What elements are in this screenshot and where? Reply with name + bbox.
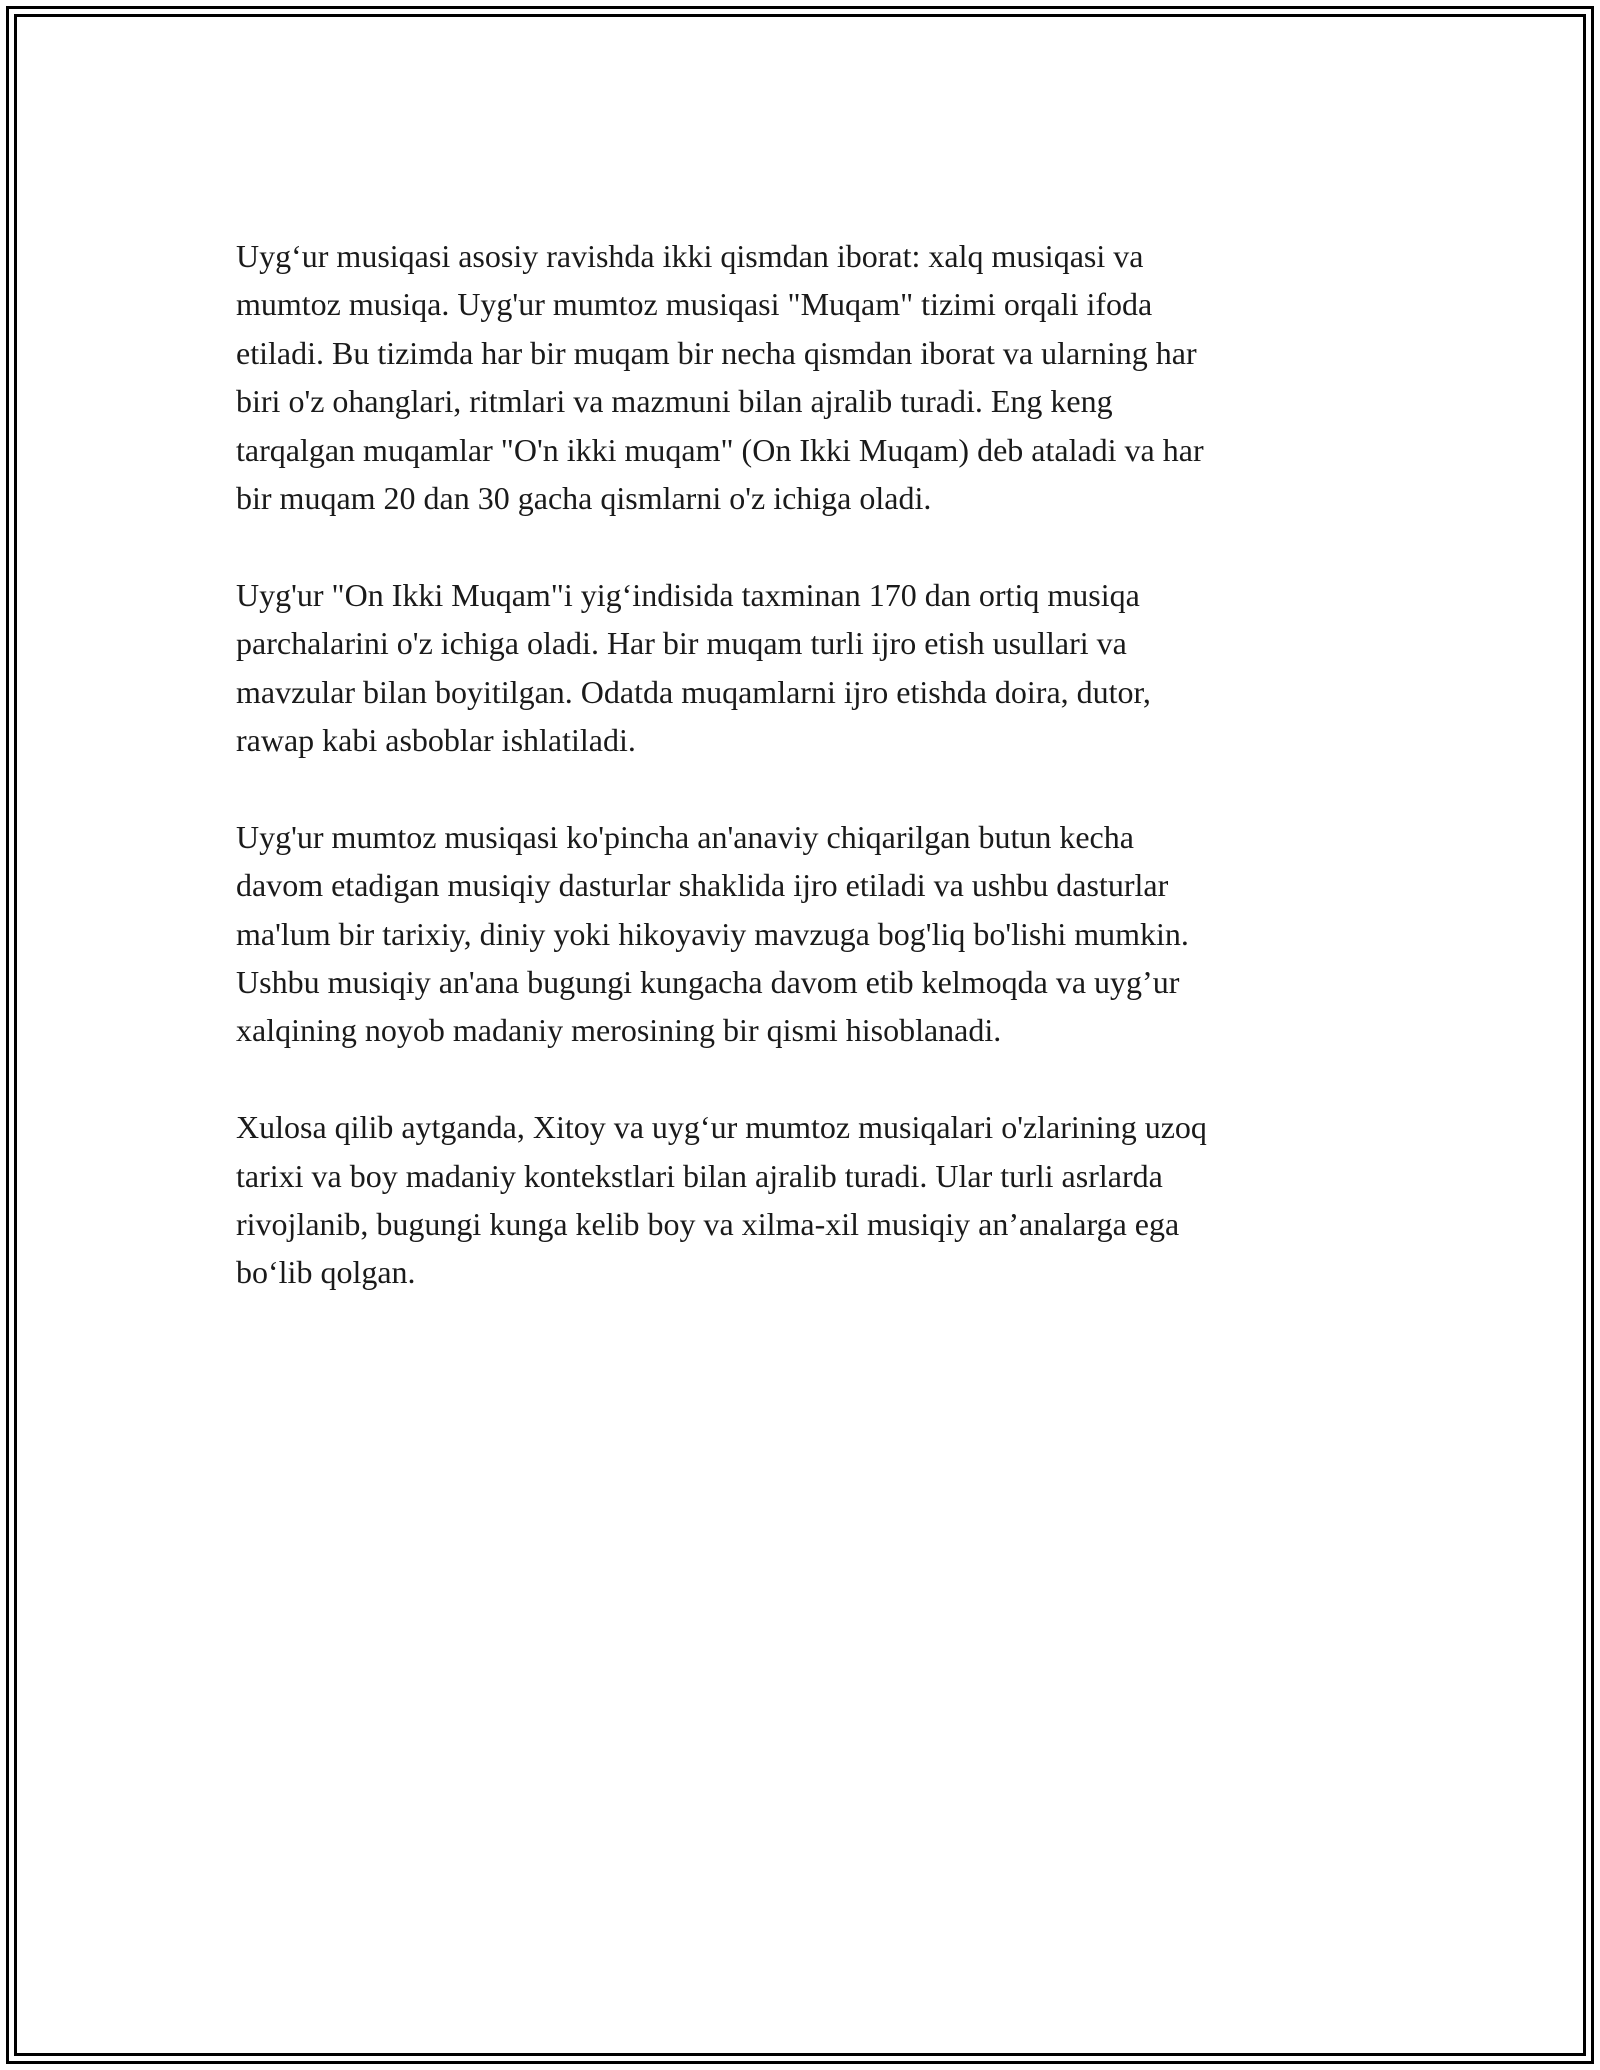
text-line: tarixi va boy madaniy kontekstlari bilan ajralib turadi. Ular turli asrlarda xyxy=(236,1157,1163,1194)
text-line: tarqalgan muqamlar "O'n ikki muqam" (On Ikki Muqam) deb ataladi va har xyxy=(236,431,1204,468)
text-line: mavzular bilan boyitilgan. Odatda muqamlarni ijro etishda doira, dutor, xyxy=(236,673,1151,710)
text-line: Uyg'ur mumtoz musiqasi ko'pincha an'anaviy chiqarilgan butun kecha xyxy=(236,818,1134,855)
text-line: ma'lum bir tarixiy, diniy yoki hikoyaviy mavzuga bog'liq bo'lishi mumkin. xyxy=(236,915,1189,952)
text-line: parchalarini o'z ichiga oladi. Har bir muqam turli ijro etish usullari va xyxy=(236,625,1127,662)
text-line: mumtoz musiqa. Uyg'ur mumtoz musiqasi "Muqam" tizimi orqali ifoda xyxy=(236,286,1153,323)
paragraph-1 xyxy=(236,232,1366,522)
text-line: etiladi. Bu tizimda har bir muqam bir necha qismdan iborat va ularning har xyxy=(236,334,1197,371)
text-line: biri o'z ohanglari, ritmlari va mazmuni bilan ajralib turadi. Eng keng xyxy=(236,383,1113,420)
text-line: Xulosa qilib aytganda, Xitoy va uyg‘ur mumtoz musiqalari o'zlarining uzoq xyxy=(236,1109,1207,1146)
paragraph-2 xyxy=(236,571,1366,765)
text-line: xalqining noyob madaniy merosining bir qismi hisoblanadi. xyxy=(236,1012,1002,1049)
text-line: rivojlanib, bugungi kunga kelib boy va xilma-xil musiqiy an’analarga ega xyxy=(236,1206,1180,1243)
text-line: Uyg‘ur musiqasi asosiy ravishda ikki qismdan iborat: xalq musiqasi va xyxy=(236,238,1144,274)
text-line: bo‘lib qolgan. xyxy=(236,1254,416,1291)
text-line: rawap kabi asboblar ishlatiladi. xyxy=(236,722,636,759)
paragraph-3 xyxy=(236,813,1366,1055)
document-body xyxy=(236,232,1366,1345)
text-line: bir muqam 20 dan 30 gacha qismlarni o'z ichiga oladi. xyxy=(236,480,932,517)
text-line: davom etadigan musiqiy dasturlar shaklida ijro etiladi va ushbu dasturlar xyxy=(236,867,1169,904)
text-line: Uyg'ur "On Ikki Muqam"i yig‘indisida taxminan 170 dan ortiq musiqa xyxy=(236,576,1140,613)
paragraph-4 xyxy=(236,1103,1366,1297)
text-line: Ushbu musiqiy an'ana bugungi kungacha davom etib kelmoqda va uyg’ur xyxy=(236,964,1180,1001)
